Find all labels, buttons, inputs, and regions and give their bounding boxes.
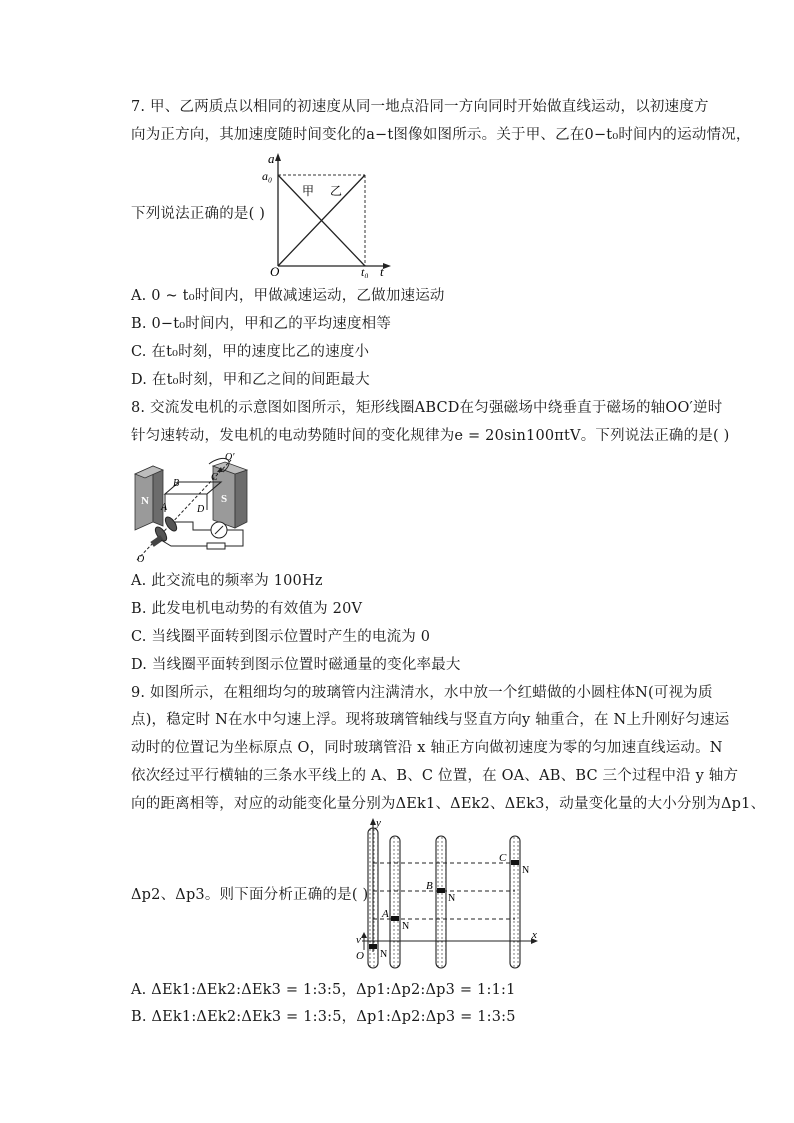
q8-option-d: D. 当线圈平面转到图示位置时磁通量的变化率最大 bbox=[131, 657, 461, 673]
q8-option-b: B. 此发电机电动势的有效值为 20V bbox=[131, 601, 363, 617]
q9-stem-line6: Δp2、Δp3。则下面分析正确的是( ) bbox=[131, 887, 369, 903]
q8-label-oprime: O′ bbox=[225, 452, 235, 463]
q7-label-t: t bbox=[380, 264, 384, 278]
q7-option-b: B. 0−t₀时间内，甲和乙的平均速度相等 bbox=[131, 316, 392, 332]
q8-stem-line2: 针匀速转动，发电机的电动势随时间的变化规律为e = 20sin100πtV。下列说法正确的是( ) bbox=[131, 428, 730, 444]
q9-label-y: y bbox=[376, 817, 381, 829]
q8-option-c: C. 当线圈平面转到图示位置时产生的电流为 0 bbox=[131, 629, 431, 645]
q9-stem-line1: 9. 如图所示，在粗细均匀的玻璃管内注满清水，水中放一个红蜡做的小圆柱体N(可视为质 bbox=[131, 685, 713, 701]
q7-option-a: A. 0 ~ t₀时间内，甲做减速运动，乙做加速运动 bbox=[131, 288, 445, 304]
q7-stem-line1: 7. 甲、乙两质点以相同的初速度从同一地点沿同一方向同时开始做直线运动，以初速度方 bbox=[131, 99, 709, 115]
q9-label-n0: N bbox=[380, 949, 388, 960]
q9-option-b: B. ΔEk1:ΔEk2:ΔEk3 = 1:3:5，Δp1:Δp2:Δp3 = 1:3:5 bbox=[131, 1009, 516, 1025]
q9-stem-line4: 依次经过平行横轴的三条水平线上的 A、B、C 位置，在 OA、AB、BC 三个过程中沿 y 轴方 bbox=[131, 768, 739, 784]
q8-stem-line1: 8. 交流发电机的示意图如图所示，矩形线圈ABCD在匀强磁场中绕垂直于磁场的轴OO′逆时 bbox=[131, 400, 723, 416]
q7-at-graph bbox=[258, 150, 398, 278]
q8-label-a: A bbox=[161, 502, 168, 513]
q9-label-x: x bbox=[532, 929, 537, 941]
q9-label-b: B bbox=[426, 880, 433, 892]
q9-stem-line3: 动时的位置记为坐标原点 O，同时玻璃管沿 x 轴正方向做初速度为零的匀加速直线运动。N bbox=[131, 740, 723, 756]
q8-label-o: O bbox=[137, 554, 145, 564]
q8-label-d: D bbox=[197, 504, 205, 515]
q8-label-n: N bbox=[141, 495, 149, 507]
q7-label-a: a bbox=[268, 151, 275, 166]
q7-label-t0: t₀ bbox=[361, 265, 369, 278]
q8-label-c: C bbox=[211, 472, 218, 483]
q9-glass-tube-diagram bbox=[352, 816, 544, 970]
q7-label-jia: 甲 bbox=[302, 184, 315, 198]
q9-label-o: O bbox=[356, 950, 364, 962]
q7-option-d: D. 在t₀时刻，甲和乙之间的间距最大 bbox=[131, 372, 370, 388]
q7-stem-line3: 下列说法正确的是( ) bbox=[131, 206, 266, 222]
q9-label-n2: N bbox=[448, 893, 456, 904]
q8-option-a: A. 此交流电的频率为 100Hz bbox=[131, 573, 323, 589]
q8-label-s: S bbox=[221, 493, 228, 505]
q9-option-a: A. ΔEk1:ΔEk2:ΔEk3 = 1:3:5，Δp1:Δp2:Δp3 = 1:1:1 bbox=[131, 982, 516, 998]
q9-label-v: v bbox=[356, 934, 361, 946]
q8-label-b: B bbox=[173, 478, 180, 489]
q7-label-yi: 乙 bbox=[330, 184, 343, 198]
q9-stem-line5: 向的距离相等，对应的动能变化量分别为ΔEk1、ΔEk2、ΔEk3，动量变化量的大小分别为Δp1、 bbox=[131, 796, 766, 812]
q9-label-n3: N bbox=[522, 865, 530, 876]
q9-label-n1: N bbox=[402, 921, 410, 932]
q9-stem-line2: 点)，稳定时 N在水中匀速上浮。现将玻璃管轴线与竖直方向y 轴重合，在 N上升刚好匀速运 bbox=[131, 712, 730, 728]
q7-stem-line2: 向为正方向，其加速度随时间变化的a−t图像如图所示。关于甲、乙在0−t₀时间内的运动情况， bbox=[131, 127, 751, 143]
q7-label-a0: a₀ bbox=[262, 169, 273, 183]
q9-label-c: C bbox=[499, 852, 507, 864]
q7-label-origin: O bbox=[270, 264, 280, 278]
q9-label-a: A bbox=[382, 908, 389, 920]
q8-generator-diagram bbox=[131, 452, 269, 564]
q7-option-c: C. 在t₀时刻，甲的速度比乙的速度小 bbox=[131, 344, 370, 360]
